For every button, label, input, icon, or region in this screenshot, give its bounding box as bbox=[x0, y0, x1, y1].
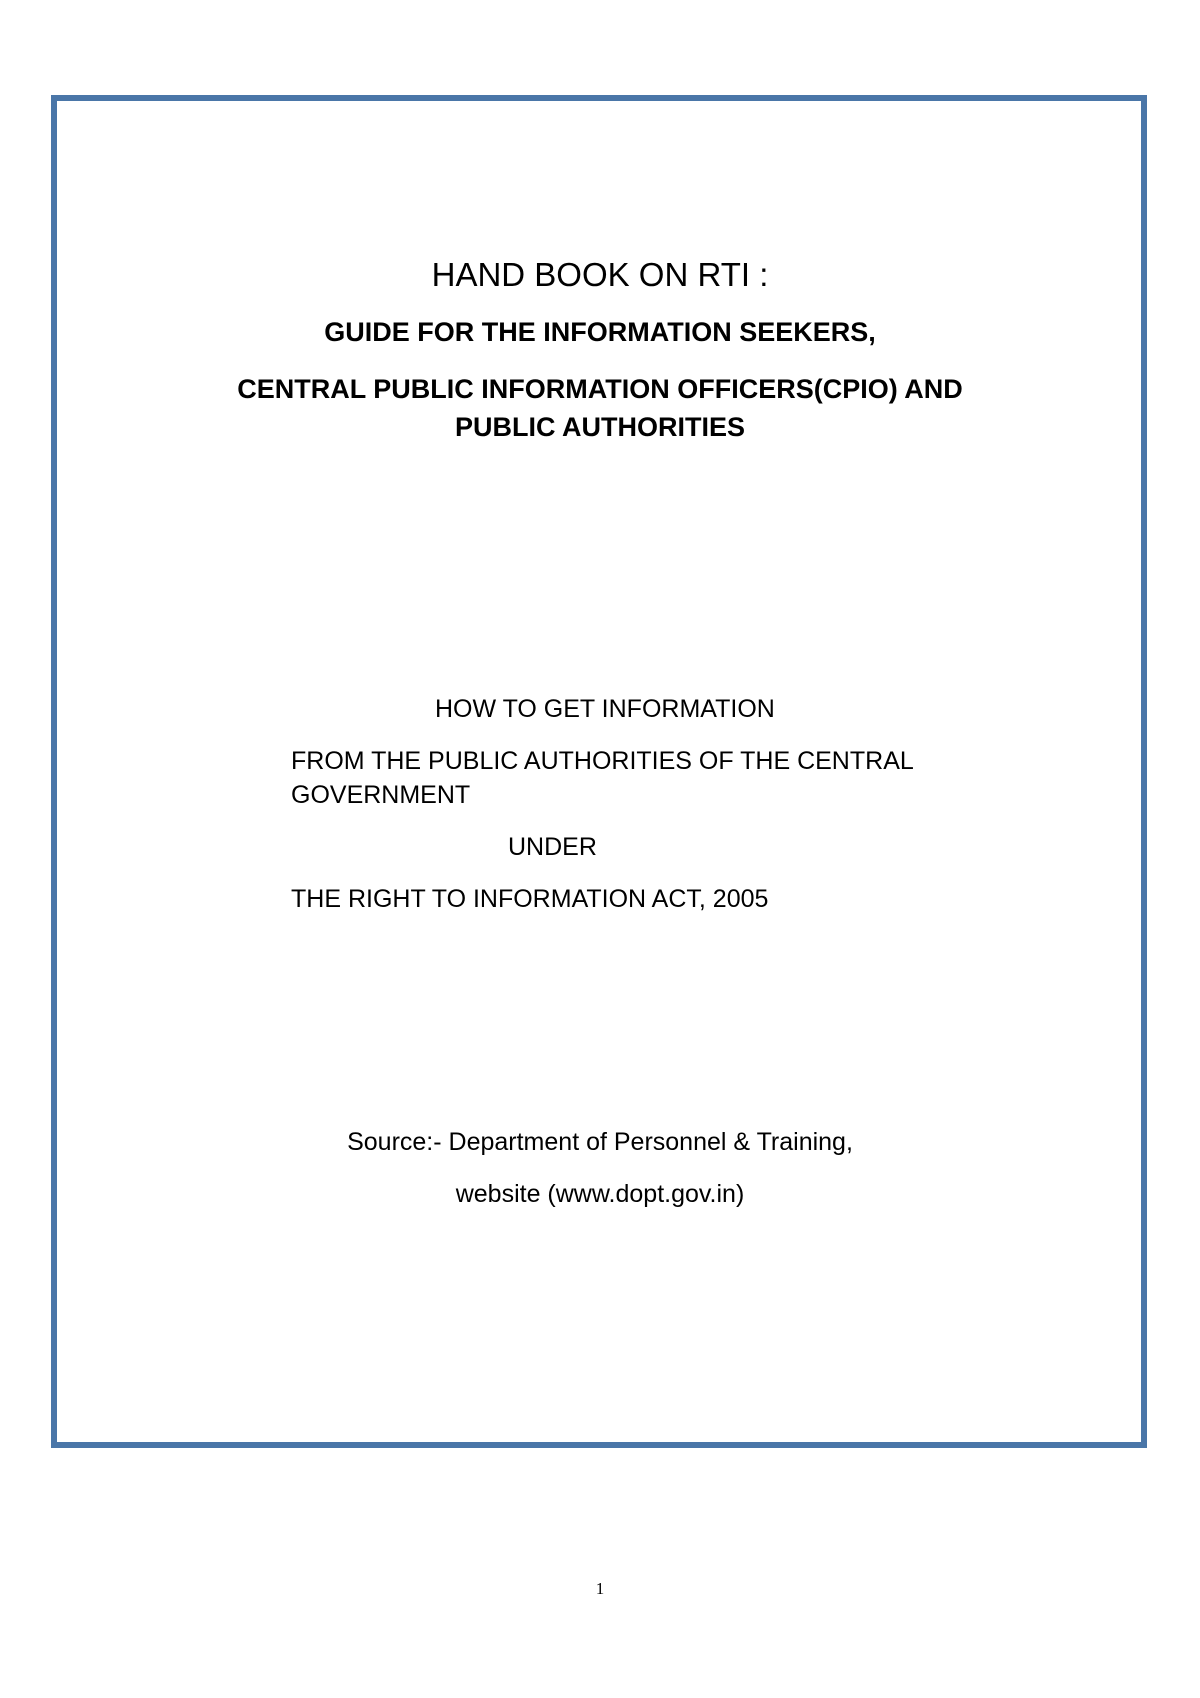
body-line-government: GOVERNMENT bbox=[291, 781, 471, 809]
source-line-1: Source:- Department of Personnel & Training, bbox=[347, 1128, 853, 1156]
source-line-2: website (www.dopt.gov.in) bbox=[455, 1180, 745, 1208]
subtitle-line-2: CENTRAL PUBLIC INFORMATION OFFICERS(CPIO) AND bbox=[237, 374, 963, 404]
subtitle-line-1: GUIDE FOR THE INFORMATION SEEKERS, bbox=[324, 317, 876, 347]
body-line-under: UNDER bbox=[508, 833, 597, 861]
body-line-rti-act: THE RIGHT TO INFORMATION ACT, 2005 bbox=[291, 885, 769, 913]
body-line-how-to-get: HOW TO GET INFORMATION bbox=[435, 695, 775, 723]
subtitle-line-3: PUBLIC AUTHORITIES bbox=[455, 412, 745, 442]
body-line-from-public-authorities: FROM THE PUBLIC AUTHORITIES OF THE CENTRAL bbox=[291, 747, 914, 775]
page-number: 1 bbox=[595, 1579, 605, 1598]
document-title: HAND BOOK ON RTI : bbox=[431, 256, 769, 293]
